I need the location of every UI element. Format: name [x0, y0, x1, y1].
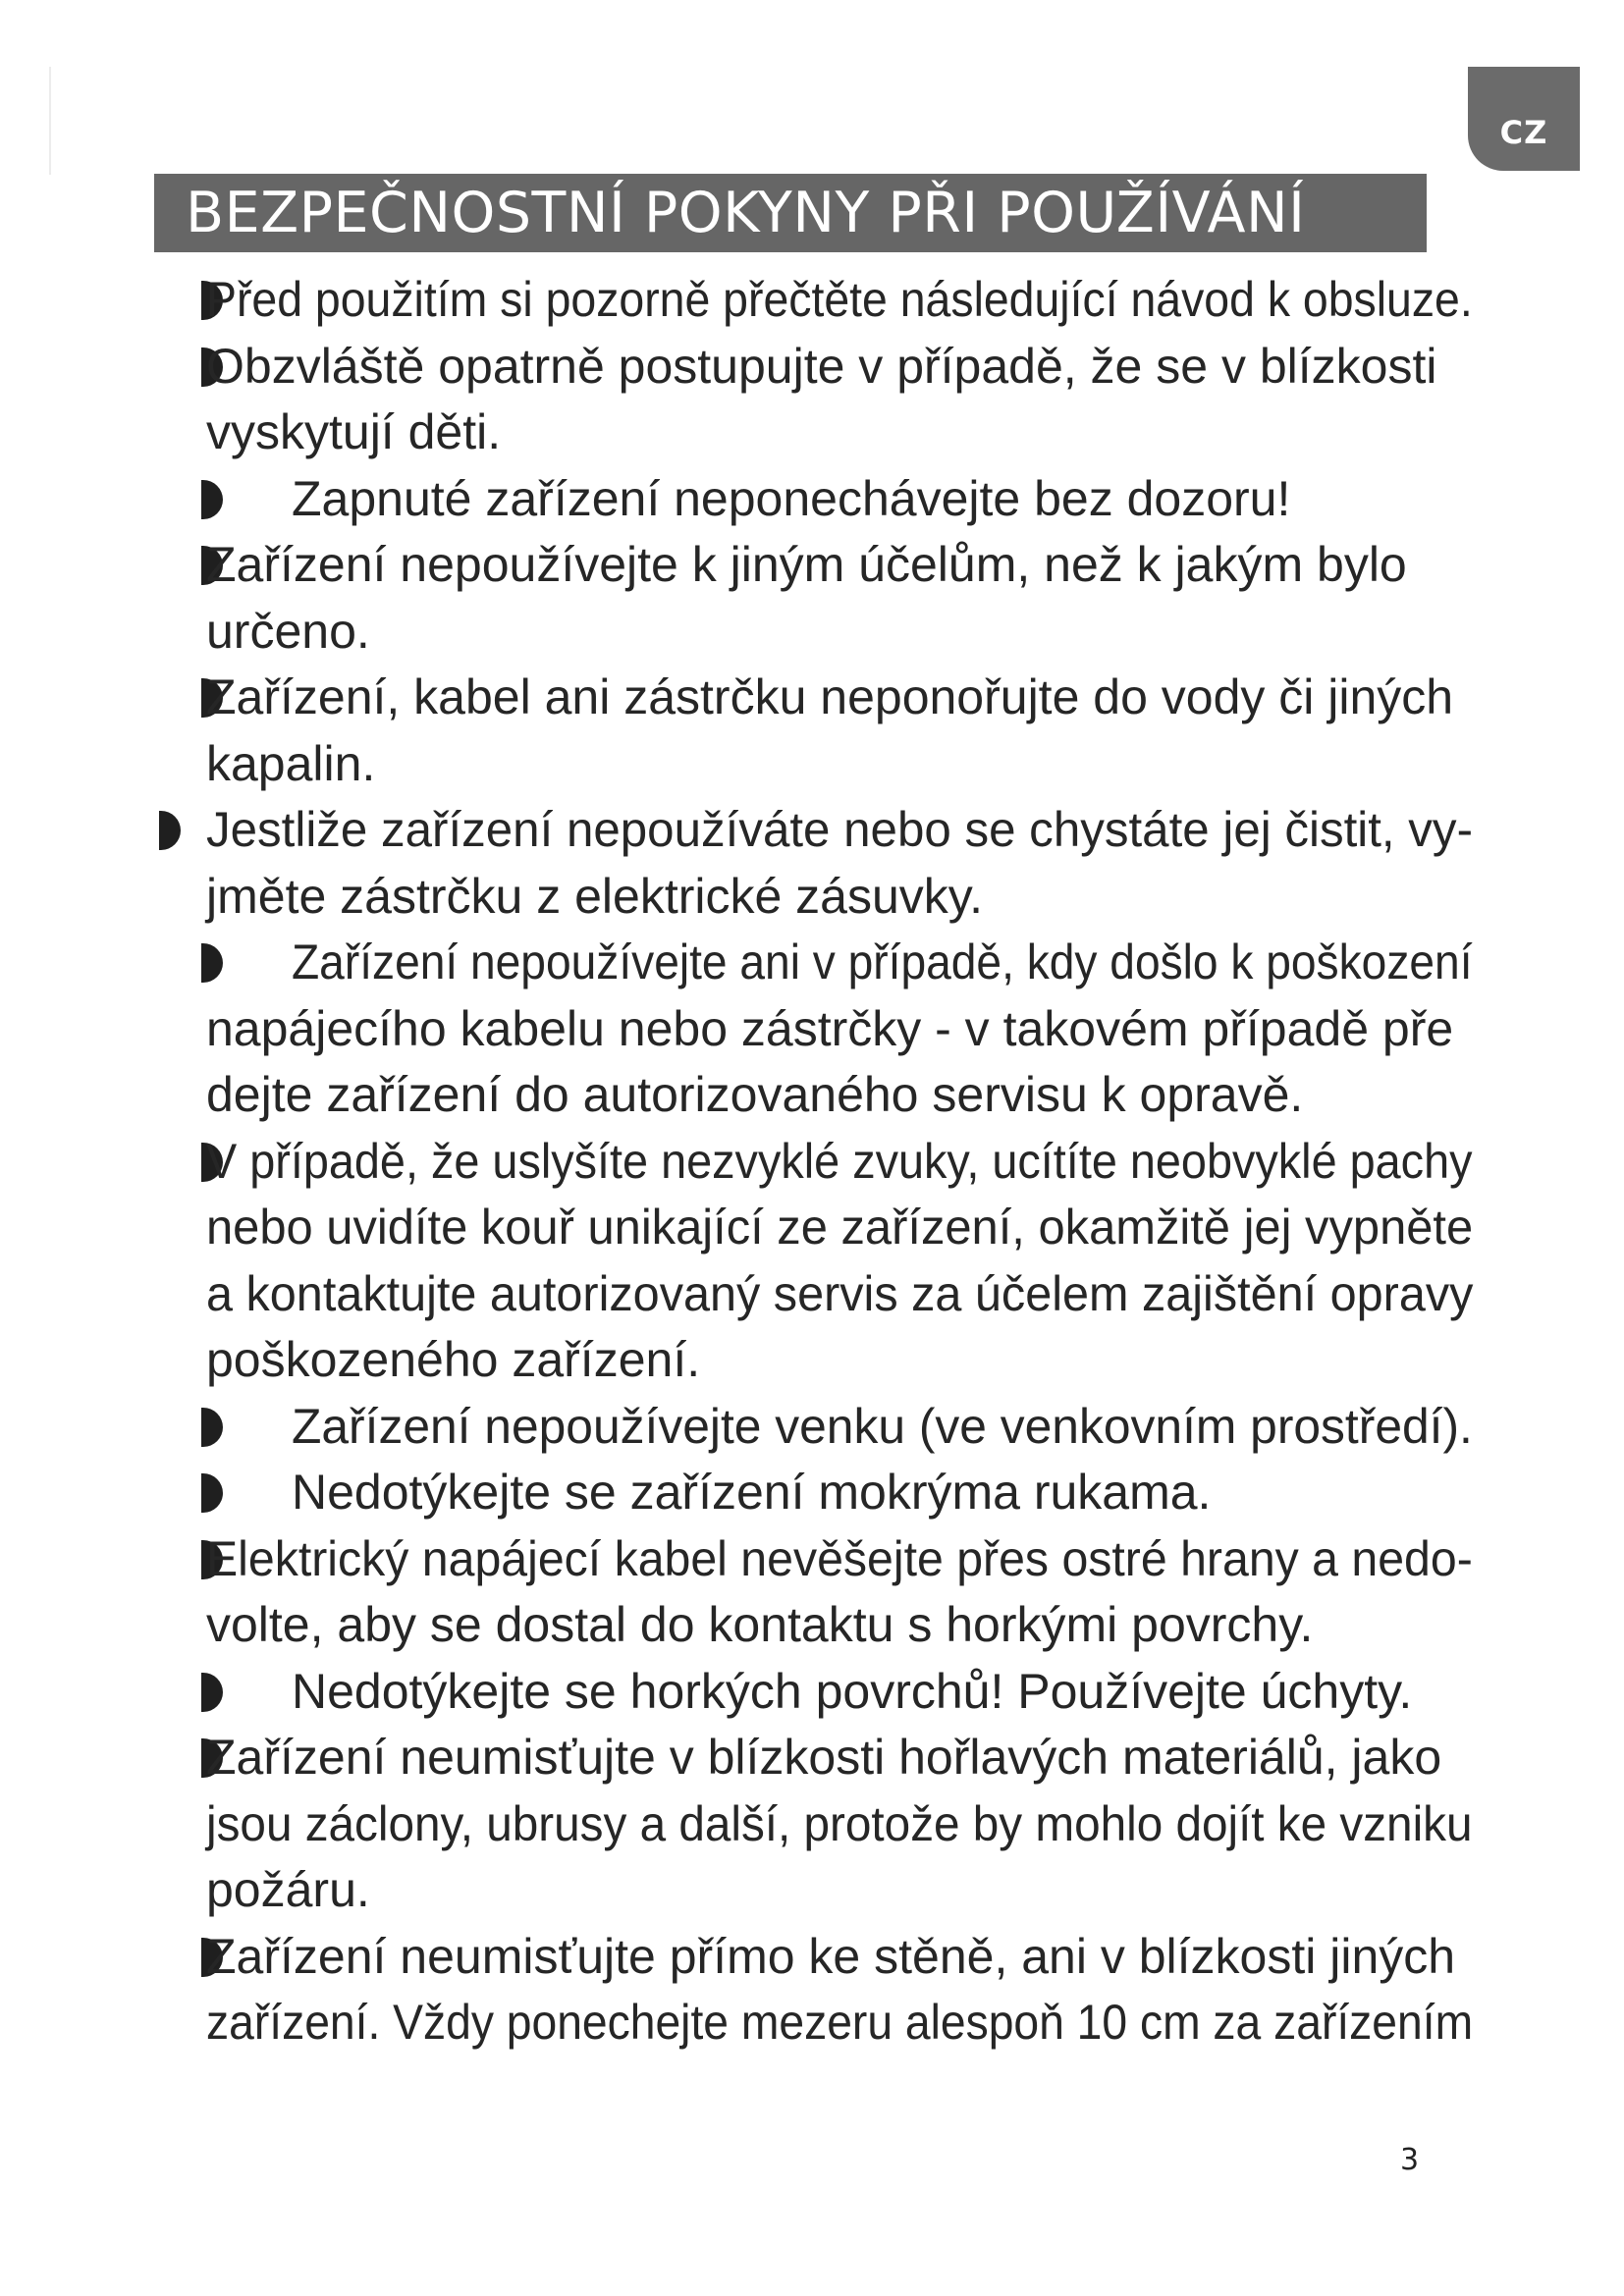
language-tab: [1468, 67, 1580, 171]
instruction-line: Zařízení neumisťujte v blízkosti hořlavých materiálů, jako: [206, 1730, 1442, 1785]
instruction-line: napájecího kabelu nebo zástrčky - v takovém případě pře: [206, 1000, 1454, 1056]
instruction-line: Zapnuté zařízení neponechávejte bez dozoru!: [292, 470, 1291, 526]
instruction-line: Zařízení nepoužívejte k jiným účelům, než k jakým bylo: [206, 537, 1407, 592]
margin-rule: [49, 67, 51, 175]
bullet-icon: [201, 1408, 223, 1447]
language-tab-label: CZ: [1499, 114, 1548, 151]
instruction-line: poškozeného zařízení.: [206, 1332, 701, 1387]
instruction-line: kapalin.: [206, 735, 376, 791]
bullet-icon: [201, 1673, 223, 1712]
instruction-line: vyskytují děti.: [206, 404, 502, 459]
instruction-line: jměte zástrčku z elektrické zásuvky.: [206, 868, 983, 924]
bullet-icon: [159, 811, 181, 850]
bullet-icon: [201, 1473, 223, 1513]
section-title: BEZPEČNOSTNÍ POKYNY PŘI POUŽÍVÁNÍ: [186, 181, 1306, 245]
instruction-line: zařízení. Vždy ponechejte mezeru alespoň 10 cm za zařízením: [206, 1995, 1474, 2050]
instruction-line: volte, aby se dostal do kontaktu s horkými povrchy.: [206, 1597, 1314, 1652]
instruction-line: Před použitím si pozorně přečtěte následující návod k obsluze.: [206, 272, 1473, 327]
instruction-line: určeno.: [206, 603, 370, 659]
instruction-line: Jestliže zařízení nepoužíváte nebo se chystáte jej čistit, vy-: [206, 802, 1473, 857]
instruction-line: Elektrický napájecí kabel nevěšejte přes ostré hrany a nedo-: [206, 1530, 1473, 1586]
page-number: 3: [1400, 2143, 1420, 2177]
instruction-line: Zařízení, kabel ani zástrčku neponořujte do vody či jiných: [206, 669, 1454, 724]
instruction-line: nebo uvidíte kouř unikající ze zařízení, okamžitě jej vypněte: [206, 1200, 1474, 1255]
instruction-line: jsou záclony, ubrusy a další, protože by mohlo dojít ke vzniku: [206, 1795, 1473, 1851]
instruction-line: Obzvláště opatrně postupujte v případě, že se v blízkosti: [206, 338, 1437, 394]
bullet-icon: [201, 943, 223, 983]
instruction-line: Nedotýkejte se zařízení mokrýma rukama.: [292, 1465, 1212, 1520]
instruction-line: dejte zařízení do autorizovaného servisu k opravě.: [206, 1067, 1304, 1122]
instruction-line: Zařízení nepoužívejte ani v případě, kdy došlo k poškození: [292, 934, 1473, 989]
instruction-line: V případě, že uslyšíte nezvyklé zvuky, ucítíte neobvyklé pachy: [206, 1133, 1473, 1189]
instruction-line: Nedotýkejte se horkých povrchů! Používejte úchyty.: [292, 1663, 1413, 1719]
section-title-bar: [154, 174, 1427, 252]
instruction-line: Zařízení nepoužívejte venku (ve venkovním prostředí).: [292, 1398, 1473, 1454]
instruction-line: Zařízení neumisťujte přímo ke stěně, ani v blízkosti jiných: [206, 1928, 1456, 1984]
bullet-icon: [201, 480, 223, 519]
instruction-line: a kontaktujte autorizovaný servis za účelem zajištění opravy: [206, 1265, 1474, 1321]
instruction-line: požáru.: [206, 1862, 370, 1917]
